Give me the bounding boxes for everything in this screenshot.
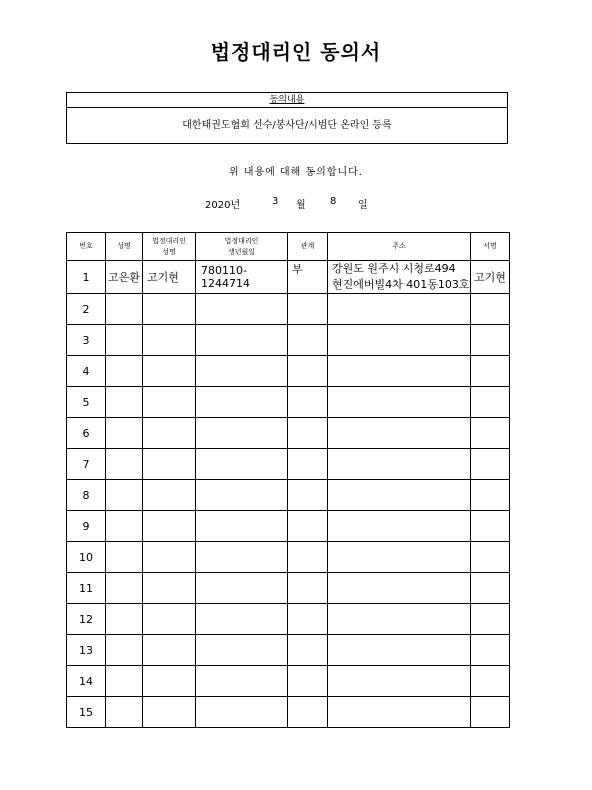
header-guardian-name-line1: 법정대리인 xyxy=(152,236,186,245)
cell-address xyxy=(328,449,471,480)
guardian-table xyxy=(66,232,510,728)
cell-no: 8 xyxy=(67,480,106,511)
cell-name xyxy=(106,573,143,604)
cell-signature xyxy=(471,635,510,666)
header-signature: 서명 xyxy=(471,233,510,261)
address-line2: 현진에버빌4차 401동103호 xyxy=(332,278,470,291)
cell-no: 11 xyxy=(67,573,106,604)
cell-no: 5 xyxy=(67,387,106,418)
cell-no: 13 xyxy=(67,635,106,666)
cell-relation xyxy=(288,356,328,387)
cell-relation xyxy=(288,666,328,697)
date-day-label: 일 xyxy=(358,200,368,211)
cell-no: 2 xyxy=(67,294,106,325)
cell-signature xyxy=(471,573,510,604)
cell-name xyxy=(106,666,143,697)
cell-guardian-name xyxy=(143,480,196,511)
table-row xyxy=(67,294,510,325)
cell-name xyxy=(106,511,143,542)
date-month-label: 월 xyxy=(296,200,306,211)
cell-guardian-name xyxy=(143,542,196,573)
address-line1: 강원도 원주시 시청로494 xyxy=(332,262,456,275)
cell-name xyxy=(106,635,143,666)
cell-signature xyxy=(471,480,510,511)
cell-no: 7 xyxy=(67,449,106,480)
cell-signature xyxy=(471,511,510,542)
table-row xyxy=(67,449,510,480)
cell-guardian-birth xyxy=(196,542,288,573)
cell-address xyxy=(328,356,471,387)
cell-name xyxy=(106,542,143,573)
cell-address xyxy=(328,480,471,511)
cell-address xyxy=(328,261,471,294)
header-guardian-name-line2: 성명 xyxy=(162,247,176,256)
table-row xyxy=(67,604,510,635)
cell-guardian-birth xyxy=(196,511,288,542)
cell-address xyxy=(328,511,471,542)
cell-relation xyxy=(288,480,328,511)
cell-no: 15 xyxy=(67,697,106,728)
cell-name xyxy=(106,480,143,511)
cell-guardian-name: 고기현 xyxy=(143,261,196,294)
cell-address xyxy=(328,573,471,604)
cell-relation xyxy=(288,697,328,728)
agreement-statement: 위 내용에 대해 동의합니다. xyxy=(229,167,363,178)
cell-guardian-birth xyxy=(196,325,288,356)
cell-name xyxy=(106,697,143,728)
cell-relation xyxy=(288,418,328,449)
consent-header xyxy=(67,93,507,108)
header-relation: 관계 xyxy=(288,233,328,261)
cell-name xyxy=(106,387,143,418)
cell-signature xyxy=(471,418,510,449)
cell-guardian-name xyxy=(143,325,196,356)
cell-no: 10 xyxy=(67,542,106,573)
cell-guardian-birth xyxy=(196,294,288,325)
cell-name xyxy=(106,325,143,356)
cell-relation xyxy=(288,294,328,325)
cell-no: 12 xyxy=(67,604,106,635)
header-no: 번호 xyxy=(67,233,106,261)
cell-guardian-birth xyxy=(196,635,288,666)
cell-guardian-name xyxy=(143,449,196,480)
cell-signature xyxy=(471,542,510,573)
cell-address xyxy=(328,325,471,356)
header-name: 성명 xyxy=(106,233,143,261)
cell-signature xyxy=(471,356,510,387)
consent-box xyxy=(66,92,508,144)
cell-address xyxy=(328,542,471,573)
header-guardian-birth-line2: 생년월일 xyxy=(227,247,256,256)
date-year: 2020년 xyxy=(205,200,241,211)
table-row xyxy=(67,261,510,294)
cell-address xyxy=(328,418,471,449)
cell-guardian-name xyxy=(143,604,196,635)
table-row xyxy=(67,697,510,728)
table-header-row xyxy=(67,233,510,261)
cell-relation xyxy=(288,449,328,480)
cell-no: 1 xyxy=(67,261,106,294)
cell-relation xyxy=(288,387,328,418)
cell-name xyxy=(106,604,143,635)
date-day-value: 8 xyxy=(330,196,337,207)
cell-signature xyxy=(471,697,510,728)
cell-guardian-birth xyxy=(196,387,288,418)
cell-guardian-birth xyxy=(196,604,288,635)
table-row xyxy=(67,418,510,449)
consent-header-label: 동의내용 xyxy=(269,95,305,105)
cell-name xyxy=(106,294,143,325)
table-row xyxy=(67,480,510,511)
cell-address xyxy=(328,697,471,728)
cell-name xyxy=(106,356,143,387)
table-row xyxy=(67,542,510,573)
cell-guardian-name xyxy=(143,511,196,542)
cell-address xyxy=(328,604,471,635)
header-guardian-birth xyxy=(196,233,288,261)
cell-signature xyxy=(471,449,510,480)
cell-no: 6 xyxy=(67,418,106,449)
table-row xyxy=(67,387,510,418)
cell-signature xyxy=(471,387,510,418)
table-row xyxy=(67,635,510,666)
cell-relation xyxy=(288,604,328,635)
cell-guardian-name xyxy=(143,294,196,325)
cell-guardian-birth xyxy=(196,666,288,697)
cell-no: 14 xyxy=(67,666,106,697)
cell-signature xyxy=(471,325,510,356)
header-guardian-birth-line1: 법정대리인 xyxy=(224,236,259,245)
cell-no: 3 xyxy=(67,325,106,356)
cell-guardian-birth xyxy=(196,418,288,449)
cell-name: 고은환 xyxy=(106,261,143,294)
cell-guardian-name xyxy=(143,697,196,728)
cell-guardian-name xyxy=(143,666,196,697)
cell-name xyxy=(106,449,143,480)
cell-relation xyxy=(288,542,328,573)
consent-body: 대한태권도협회 선수/봉사단/시범단 온라인 등록 xyxy=(182,120,392,131)
cell-relation xyxy=(288,511,328,542)
cell-signature xyxy=(471,604,510,635)
cell-guardian-birth xyxy=(196,449,288,480)
cell-guardian-birth xyxy=(196,697,288,728)
cell-guardian-name xyxy=(143,573,196,604)
cell-no: 4 xyxy=(67,356,106,387)
table-row xyxy=(67,325,510,356)
cell-signature: 고기현 xyxy=(471,261,510,294)
table-row xyxy=(67,356,510,387)
cell-guardian-name xyxy=(143,635,196,666)
cell-relation: 부 xyxy=(288,261,328,294)
cell-guardian-birth xyxy=(196,480,288,511)
cell-address xyxy=(328,387,471,418)
cell-guardian-name xyxy=(143,418,196,449)
cell-guardian-birth xyxy=(196,356,288,387)
cell-address xyxy=(328,294,471,325)
cell-name xyxy=(106,418,143,449)
cell-guardian-name xyxy=(143,387,196,418)
table-row xyxy=(67,511,510,542)
document-title: 법정대리인 동의서 xyxy=(210,40,382,64)
table-row xyxy=(67,573,510,604)
cell-guardian-birth: 780110-1244714 xyxy=(196,261,288,294)
header-address: 주소 xyxy=(328,233,471,261)
table-row xyxy=(67,666,510,697)
cell-relation xyxy=(288,325,328,356)
cell-relation xyxy=(288,635,328,666)
cell-no: 9 xyxy=(67,511,106,542)
cell-signature xyxy=(471,666,510,697)
header-guardian-name xyxy=(143,233,196,261)
cell-address xyxy=(328,635,471,666)
cell-signature xyxy=(471,294,510,325)
cell-relation xyxy=(288,573,328,604)
cell-guardian-birth xyxy=(196,573,288,604)
cell-guardian-name xyxy=(143,356,196,387)
cell-address xyxy=(328,666,471,697)
date-month-value: 3 xyxy=(272,196,279,207)
